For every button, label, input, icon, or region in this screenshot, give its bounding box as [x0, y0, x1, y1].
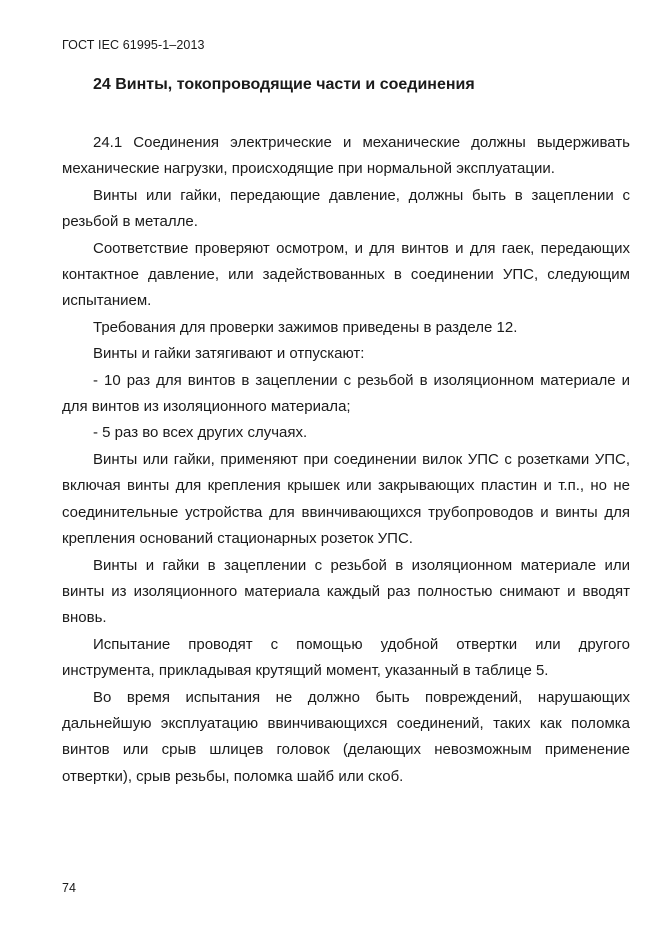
- page-number: 74: [62, 881, 76, 895]
- paragraph: 24.1 Соединения электрические и механические должны выдерживать механические нагрузки, происходящие при нормальной эксплуатации.: [62, 134, 630, 178]
- paragraph: Испытание проводят с помощью удобной отвертки или другого инструмента, прикладывая крутящий момент, указанный в таблице 5.: [62, 635, 630, 680]
- paragraph: Соответствие проверяют осмотром, и для винтов и для гаек, передающих контактное давление, или задействованных в соединении УПС, следующим испытанием.: [62, 239, 630, 310]
- paragraph: Винты или гайки, передающие давление, должны быть в зацеплении с резьбой в металле.: [62, 186, 630, 231]
- paragraph: Требования для проверки зажимов приведены в разделе 12.: [93, 318, 518, 336]
- body-text: [62, 130, 630, 790]
- paragraph: Во время испытания не должно быть повреждений, нарушающих дальнейшую эксплуатацию ввинчивающихся соединений, таких как поломка винтов или срыв шлицев головок (делающих невозможным применение отвертки), срыв резьбы, поломка шайб или скоб.: [62, 688, 630, 785]
- paragraph: Винты и гайки затягивают и отпускают:: [93, 345, 365, 363]
- list-item: - 10 раз для винтов в зацеплении с резьбой в изоляционном материале и для винтов из изоляционного материала;: [62, 371, 630, 416]
- paragraph: Винты или гайки, применяют при соединении вилок УПС с розетками УПС, включая винты для крепления крышек или закрывающих пластин и т.п., но не соединительные устройства для ввинчивающихся трубопроводов и винты для крепления оснований стационарных розеток УПС.: [62, 450, 630, 548]
- paragraph: Винты и гайки в зацеплении с резьбой в изоляционном материале или винты из изоляционного материала каждый раз полностью снимают и вводят вновь.: [62, 556, 630, 627]
- section-title: 24 Винты, токопроводящие части и соединения: [93, 76, 475, 93]
- document-code: ГОСТ IEC 61995-1–2013: [62, 38, 205, 52]
- list-item: - 5 раз во всех других случаях.: [93, 424, 308, 442]
